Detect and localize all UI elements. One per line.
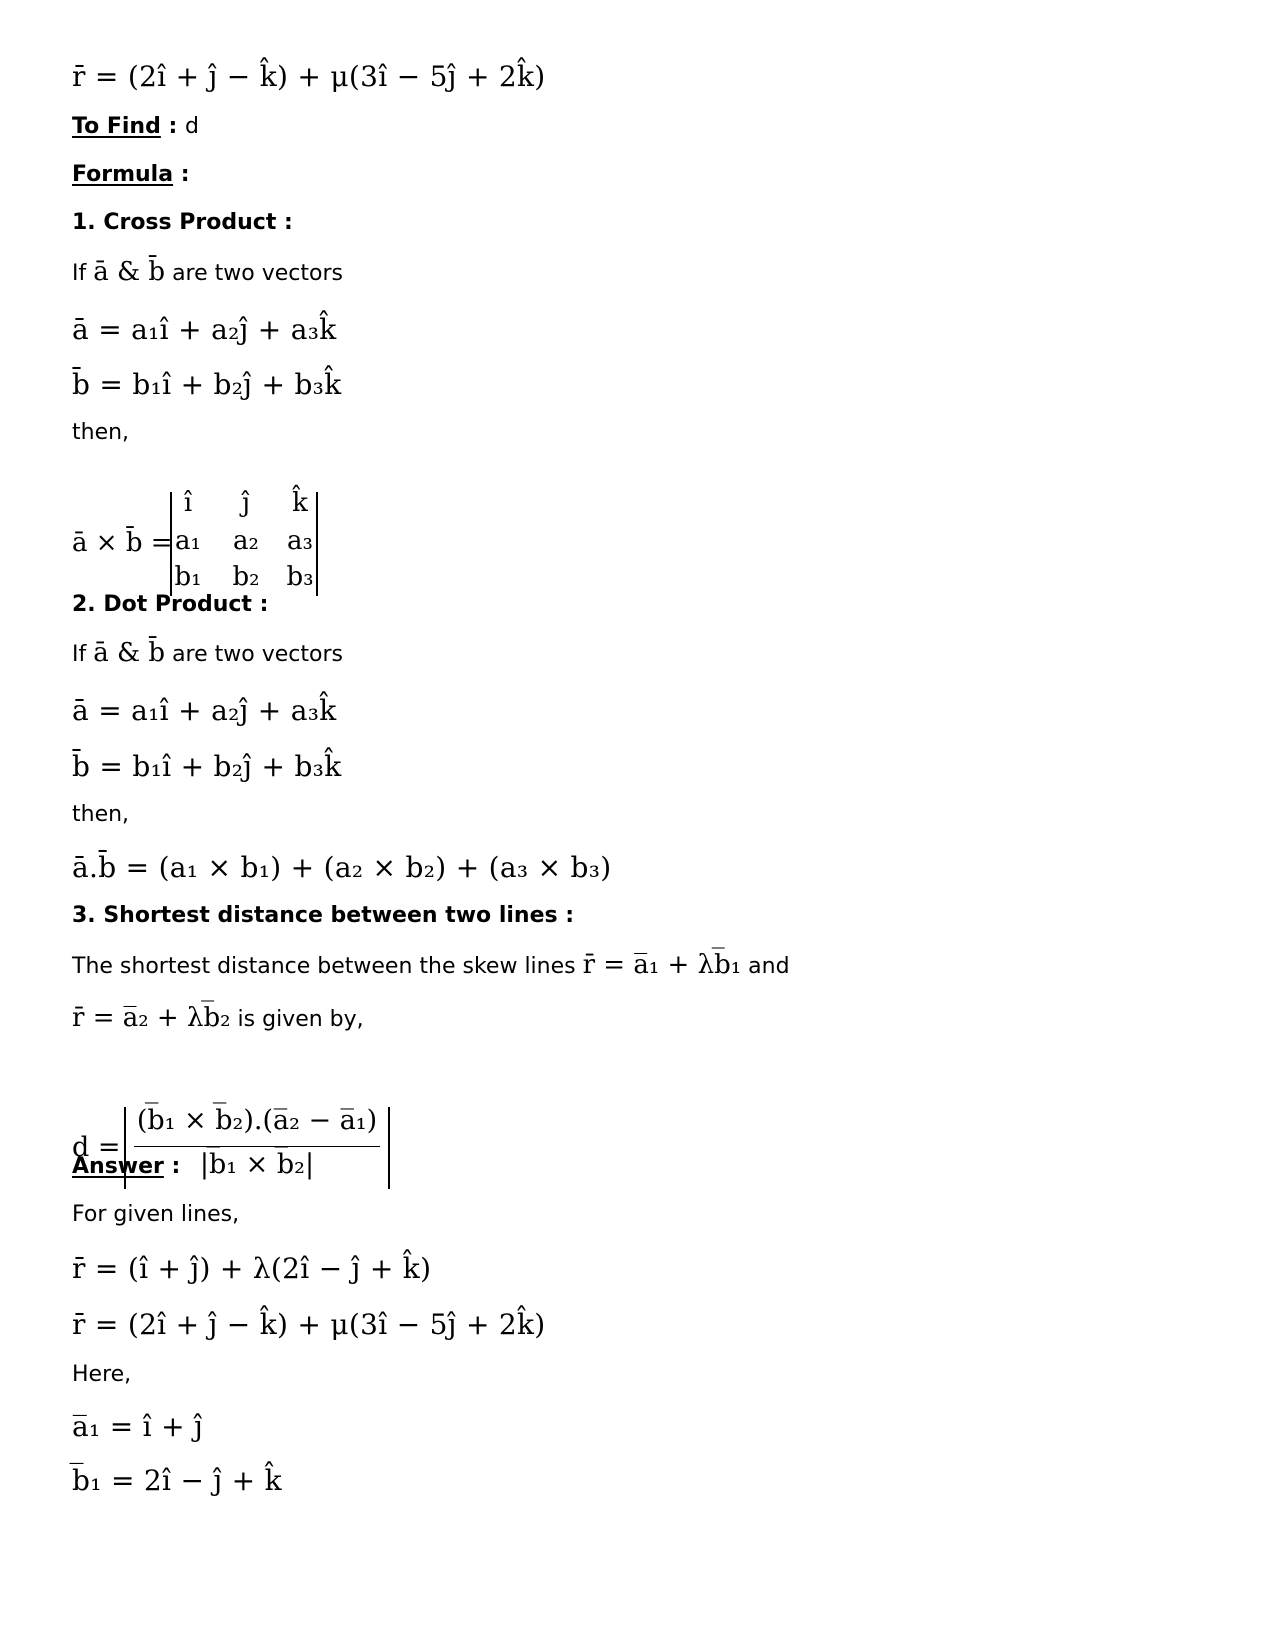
dot-if-math: ā & b̄ bbox=[93, 638, 166, 668]
shortest-text: The shortest distance between the skew lines bbox=[72, 954, 576, 979]
a1-equation: a̅₁ = î + ĵ bbox=[72, 1410, 204, 1443]
formula-line bbox=[72, 162, 190, 188]
answer-label: Answer bbox=[72, 1154, 164, 1179]
formula-label: Formula bbox=[72, 162, 174, 187]
cross-then: then, bbox=[72, 420, 130, 445]
dot-a-equation: ā = a₁î + a₂ĵ + a₃k̂ bbox=[72, 694, 337, 727]
cross-a-equation: ā = a₁î + a₂ĵ + a₃k̂ bbox=[72, 313, 337, 346]
fraction-numerator: (b̅₁ × b̅₂).(a̅₂ − a̅₁) bbox=[136, 1105, 378, 1136]
shortest-distance-heading: 3. Shortest distance between two lines : bbox=[72, 903, 575, 928]
skew-line-1: r̄ = a̅₁ + λb̅₁ bbox=[582, 950, 742, 980]
to-find-colon: : bbox=[160, 114, 185, 139]
d-lhs: d = bbox=[72, 1132, 121, 1163]
to-find-label: To Find bbox=[72, 114, 161, 139]
answer-colon: : bbox=[163, 1154, 181, 1179]
cross-lhs: ā × b̄ = bbox=[72, 528, 173, 558]
for-given-lines: For given lines, bbox=[72, 1202, 240, 1227]
here-label: Here, bbox=[72, 1362, 132, 1387]
answer-line bbox=[72, 1154, 180, 1180]
answer-equation-1: r̄ = (î + ĵ) + λ(2î − ĵ + k̂) bbox=[72, 1252, 432, 1285]
determinant-right-bar bbox=[316, 492, 318, 596]
matrix-cell: k̂ bbox=[292, 488, 308, 518]
answer-equation-2: r̄ = (2î + ĵ − k̂) + μ(3î − 5ĵ + 2k̂) bbox=[72, 1308, 546, 1341]
shortest-line2-line bbox=[72, 1005, 364, 1033]
b1-equation: b̅₁ = 2î − ĵ + k̂ bbox=[72, 1464, 282, 1497]
cross-if-suffix: are two vectors bbox=[172, 261, 343, 286]
dot-if-prefix: If bbox=[72, 642, 87, 667]
matrix-cell: î bbox=[183, 488, 193, 518]
to-find-value: d bbox=[184, 114, 199, 139]
matrix-cell: b₃ bbox=[286, 562, 314, 592]
cross-b-equation: b̄ = b₁î + b₂ĵ + b₃k̂ bbox=[72, 368, 342, 401]
matrix-cell: a₂ bbox=[233, 526, 259, 556]
line-2-equation-top: r̄ = (2î + ĵ − k̂) + μ(3î − 5ĵ + 2k̂) bbox=[72, 60, 546, 93]
cross-if-line bbox=[72, 259, 343, 287]
dot-product-heading: 2. Dot Product : bbox=[72, 592, 269, 617]
cross-product-heading: 1. Cross Product : bbox=[72, 210, 293, 235]
matrix-cell: ĵ bbox=[241, 488, 251, 518]
fraction-denominator: |b̅₁ × b̅₂| bbox=[199, 1149, 315, 1180]
to-find-line bbox=[72, 114, 199, 140]
shortest-text-line bbox=[72, 952, 790, 980]
dot-if-suffix: are two vectors bbox=[172, 642, 343, 667]
matrix-cell: a₃ bbox=[287, 526, 313, 556]
abs-right-bar bbox=[388, 1107, 390, 1189]
matrix-cell: b₁ bbox=[174, 562, 202, 592]
cross-if-math: ā & b̄ bbox=[93, 257, 166, 287]
cross-if-prefix: If bbox=[72, 261, 87, 286]
shortest-given-by: is given by, bbox=[237, 1007, 364, 1032]
dot-result-equation: ā.b̄ = (a₁ × b₁) + (a₂ × b₂) + (a₃ × b₃) bbox=[72, 851, 612, 884]
dot-then: then, bbox=[72, 802, 130, 827]
formula-colon: : bbox=[173, 162, 190, 187]
skew-line-2: r̄ = a̅₂ + λb̅₂ bbox=[72, 1003, 231, 1033]
matrix-cell: a₁ bbox=[175, 526, 201, 556]
shortest-and: and bbox=[748, 954, 790, 979]
dot-b-equation: b̄ = b₁î + b₂ĵ + b₃k̂ bbox=[72, 750, 342, 783]
dot-if-line bbox=[72, 640, 343, 668]
matrix-cell: b₂ bbox=[232, 562, 260, 592]
fraction-line bbox=[134, 1146, 380, 1147]
